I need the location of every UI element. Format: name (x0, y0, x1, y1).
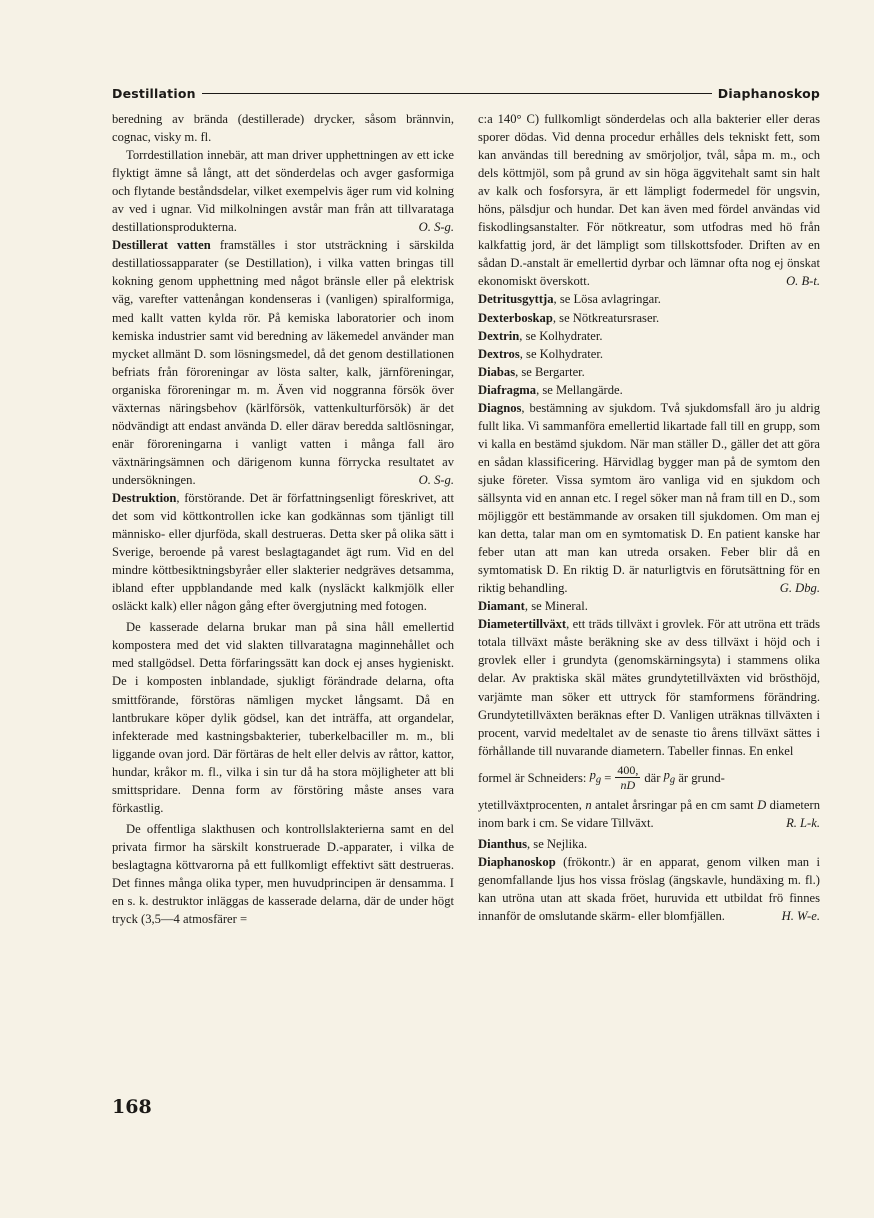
author-signature: O. B-t. (786, 274, 820, 289)
author-signature: G. Dbg. (779, 581, 820, 596)
running-header (112, 84, 820, 102)
entry-term: Diaphanoskop (478, 854, 556, 869)
entry-diafragma: Diafragma, se Mellangärde. (478, 382, 623, 397)
entry-term: Dextrin (478, 328, 520, 343)
paragraph: c:a 140° C) fullkomligt sönderdelas och alla bakterier eller deras sporer dödas. Vid denna procedur erhålles dels tekniskt fett, som kan användas till beredning av smörjoljor, tvål, såpa m. m., och dels köttmjöl, som på grund av sin höga äggvitehalt samt sin halt av kalk och fosforsyra, är ett lämpligt fodermedel för ungsvin, höns, pälsdjur och hundar. Det kan även med fördel användas vid fiskodlingsanstalter. För nötkreatur, som utfodras med hö från kalkfattig jord, är det lämpligt som tillskottsfoder. Driften av en sådan D.-anstalt är emellertid dyrbar och lämnar ofta nog ej önskat ekonomiskt överskott. O. B-t. (478, 110, 820, 290)
entry-term: Diafragma (478, 382, 537, 397)
paragraph: De offentliga slakthusen och kontrollslakterierna samt en del privata firmor ha särskilt konstruerade D.-apparater, i vilka de beslagtagna köttvarorna på ett fullkomligt effektivt sätt destrueras. Det finnes många olika typer, men huvudprincipen är densamma. I en s. k. destruktor inläggas de kasserade delarna, där de under högt tryck (3,5—4 atmosfärer = (112, 821, 454, 927)
left-column (112, 110, 454, 928)
header-right-title: Diaphanoskop (717, 85, 820, 101)
entry-diamant: Diamant, se Mineral. (478, 599, 588, 614)
entry-term: Diametertillväxt (478, 617, 567, 632)
page-number: 168 (112, 1096, 152, 1118)
header-rule (202, 93, 712, 94)
entry-term: Diabas (478, 364, 516, 379)
entry-diabas: Diabas, se Bergarter. (478, 364, 585, 379)
formula-fraction: $\frac{400,}{nD}$ (617, 763, 639, 793)
author-signature: O. S-g. (418, 220, 454, 235)
entry-term: Diagnos (478, 400, 522, 415)
paragraph: De kasserade delarna brukar man på sina håll emellertid kompostera med det vid slakten tillvaratagna maginnehållet och med stallgödsel. Detta förfaringssätt kan dock ej anses hygieniskt. De i komposten inblandade, sjukligt förändrade delarna, ofta smittförande, förstöras nämligen mycket långsamt. Då en lantbrukare köper dylik gödsel, kan det inträffa, att organdelar, infekterade med kastningsbakterier, tuberkelbaciller m. m., bli liggande ovan jord. Där förtäras de helt eller delvis av råttor, kattor, hundar, kråkor m. fl., vilka i sin tur då ha stora möjligheter att bli smittspridare. Denna form av förstöring måste anses vara förkastlig. (112, 620, 454, 815)
entry-term: Dextros (478, 346, 520, 361)
entry-dexterboskap: Dexterboskap, se Nötkreatursraser. (478, 310, 660, 325)
entry-detritusgyttja: Detritusgyttja, se Lösa avlagringar. (478, 292, 661, 307)
right-column (478, 110, 820, 925)
schneider-formula: formel är Schneiders: $p_g$ = $\frac{400,}{nD}$ där $p_g$ är grund- (478, 763, 725, 793)
author-signature: R. L-k. (786, 815, 820, 830)
entry-dextrin: Dextrin, se Kolhydrater. (478, 328, 603, 343)
author-signature: O. S-g. (418, 472, 454, 487)
paragraph: beredning av brända (destillerade) drycker, såsom brännvin, cognac, visky m. fl. (112, 112, 454, 145)
entry-term: Dianthus (478, 836, 527, 851)
entry-term: Detritusgyttja (478, 292, 554, 307)
entry-destruktion: Destruktion, förstörande. Det är författningsenligt föreskrivet, att det som vid köttkontrollen icke kan godkännas som tjänligt till människo- eller djurföda, skall destrueras. Detta sker på olika sätt i Sverige, beroende på varest beslagtagandet ägt rum. Vid en del mindre köttbesiktningsbyråer eller slakterier nedgräves detsamma, ibland efter uppblandande med kalk (nysläckt kalkmjölk eller osläckt kalk) eller någon gång efter övergjutning med fotogen. (112, 490, 454, 614)
entry-term: Diamant (478, 599, 525, 614)
entry-diametertillvaxt: Diametertillväxt, ett träds tillväxt i grovlek. För att utröna ett träds totala tillväxt måste beräkning ske av dess tillväxt i höjd och i grovlek eller i grundyta (genomskärningsyta) i stammens olika delar. Av praktiska skäl mätes grundytetillväxten vid brösthöjd, varjämte man söker ett uttryck för stamformens förändring. Grundytetillväxten beräknas efter D. Vanligen uträknas tillväxten i procent, varvid medeltalet av de senaste tio årens tillväxt sättes i förhållande till nuvarande diametern. Tabeller finnas. En enkel (478, 617, 820, 758)
entry-dextros: Dextros, se Kolhydrater. (478, 346, 603, 361)
entry-diaphanoskop: Diaphanoskop (frökontr.) är en apparat, genom vilken man i genomfallande ljus hos vissa fröslag (ängskavle, hundäxing m. fl.) kan utröna utan att skada fröet, huruvida ett utbildat frö finnes innanför de omslutande skärm- eller blomfjällen. H. W-e. (478, 853, 820, 925)
author-signature: H. W-e. (781, 908, 820, 923)
header-left-title: Destillation (112, 85, 196, 101)
entry-destillerat-vatten: Destillerat vatten framställes i stor utsträckning i särskilda destillatiossapparater (se Destillation), i vilka vatten bringas till kokning genom upphettning med något bränsle eller på elektrisk väg, varefter vattenångan kondenseras i (vanligen) spiralformiga, med kallt vatten kylda rör. På kemiska laboratorier och inom kemiska industrier samt vid beredning av läkemedel använder man mycket allmänt D. som lösningsmedel, då det genom destillationen befriats från föroreningar av lösta salter, kalk, järnföreningar, organiska föroreningar m. m. Även vid noggranna försök över växternas näringsbehov (kärlförsök, vattenkulturförsök) är det nödvändigt att endast använda D. eller därav beredda saltlösningar, enär föroreningarna i vanligt vatten i många fall äro växtnäringsämnen och därigenom kunna förrycka resultatet av undersökningen. O. S-g. (112, 236, 454, 489)
entry-term: Destruktion (112, 490, 177, 505)
entry-dianthus: Dianthus, se Nejlika. (478, 836, 588, 851)
entry-diagnos: Diagnos, bestämning av sjukdom. Två sjukdomsfall äro ju aldrig fullt lika. Vi sammanföra emellertid likartade fall till en grupp, som vi kalla en bestämd sjukdom. När man ställer D., gäller det att göra en sådan klassificering. Härvidlag bygger man på de symtom den sjuke företer. Vissa symtom äro vanliga vid en sjukdom och sällsynta vid en annan etc. I regel söker man nå fram till en D., som möjliggör ett bestämmande av orsaken till sjukdomen. Om man ej kan detta, talar man om en symtomatisk D. En patient kanske har feber utan att man kan utreda orsaken. Feber blir då en symtomatisk D. En riktig D. är naturligtvis en förutsättning för en riktig behandling. G. Dbg. (478, 399, 820, 598)
paragraph: ytetillväxtprocenten, n antalet årsringar på en cm samt D diametern inom bark i cm. Se vidare Tillväxt. R. L-k. (478, 796, 820, 832)
entry-term: Destillerat vatten (112, 238, 211, 253)
entry-term: Dexterboskap (478, 310, 553, 325)
formula-lhs: $p_g$ (589, 767, 602, 786)
paragraph: Torrdestillation innebär, att man driver upphettningen av ett icke flyktigt ämne så långt, att det sönderdelas och avger gasformiga och flytande beståndsdelar, vilket exempelvis äger rum vid kolning av ved i ugnar. Vid milkolningen avstår man från att tillvaratagа destillationsprodukterna. O. S-g. (112, 146, 454, 236)
